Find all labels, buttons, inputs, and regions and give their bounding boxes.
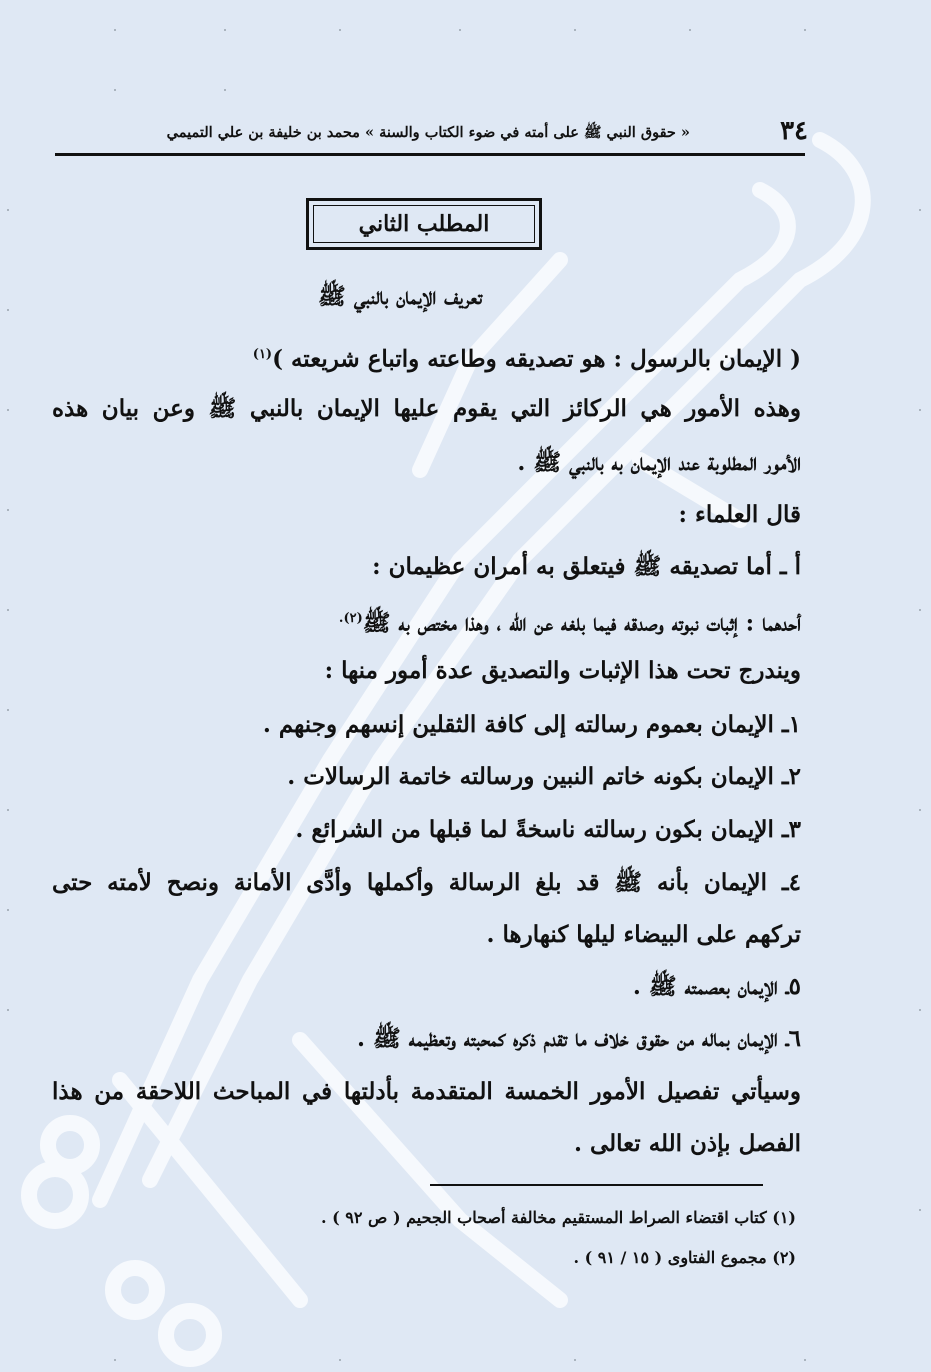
body-line-12: تركهم على البيضاء ليلها كنهارها . (486, 921, 801, 948)
body-line-3: الأمور المطلوبة عند الإيمان به بالنبي ﷺ . (517, 449, 801, 476)
page-number: ٣٤ (780, 116, 808, 146)
body-line-14: ٦ـ الإيمان بماله من حقوق خلاف ما تقدم ذكره كمحبته وتعظيمه ﷺ . (356, 1025, 801, 1052)
body-line-6-text: أحدهما : إثبات نبوته وصدقه فيما بلغه عن الله ، وهذا مختص به ﷺ (362, 609, 801, 637)
body-line-4: قال العلماء : (678, 501, 801, 528)
body-line-2: وهذه الأمور هي الركائز التي يقوم عليها الإيمان بالنبي ﷺ وعن بيان هذه (52, 395, 801, 422)
body-line-15: وسيأتي تفصيل الأمور الخمسة المتقدمة بأدلتها في المباحث اللاحقة من هذا (52, 1078, 801, 1105)
running-head: « حقوق النبي ﷺ على أمته في ضوء الكتاب والسنة » محمد بن خليفة بن علي التميمي (166, 124, 690, 141)
footnote-ref-1[interactable]: (١) (252, 347, 273, 362)
section-title: المطلب الثاني (313, 205, 535, 243)
body-line-5: أ ـ أما تصديقه ﷺ فيتعلق به أمران عظيمان : (372, 553, 801, 580)
footnote-1: (١) كتاب اقتضاء الصراط المستقيم مخالفة أصحاب الجحيم ( ص ٩٢ ) . (321, 1208, 796, 1227)
section-title-box (306, 198, 542, 250)
body-line-8: ١ـ الإيمان بعموم رسالته إلى كافة الثقلين إنسهم وجنهم . (262, 711, 801, 738)
body-line-10: ٣ـ الإيمان بكون رسالته ناسخةً لما قبلها من الشرائع . (295, 816, 801, 843)
footnote-separator (430, 1184, 763, 1186)
body-line-6 (339, 602, 801, 641)
body-line-13: ٥ـ الإيمان بعصمته ﷺ . (632, 973, 801, 1000)
body-line-1-text: ( الإيمان بالرسول : هو تصديقه وطاعته واتباع شريعته ) (272, 345, 801, 373)
header-rule (55, 153, 805, 156)
footnote-2: (٢) مجموع الفتاوى ( ١٥ / ٩١ ) . (573, 1248, 796, 1267)
footnote-ref-2[interactable]: (٢). (338, 611, 363, 626)
subtitle: تعريف الإيمان بالنبي ﷺ (318, 283, 482, 310)
body-line-16: الفصل بإذن الله تعالى . (573, 1130, 801, 1157)
body-line-11: ٤ـ الإيمان بأنه ﷺ قد بلغ الرسالة وأكملها وأدَّى الأمانة ونصح لأمته حتى (52, 869, 801, 896)
body-line-9: ٢ـ الإيمان بكونه خاتم النبين ورسالته خاتمة الرسالات . (287, 763, 801, 790)
body-line-1 (253, 338, 801, 377)
body-line-7: ويندرج تحت هذا الإثبات والتصديق عدة أمور منها : (324, 657, 801, 684)
